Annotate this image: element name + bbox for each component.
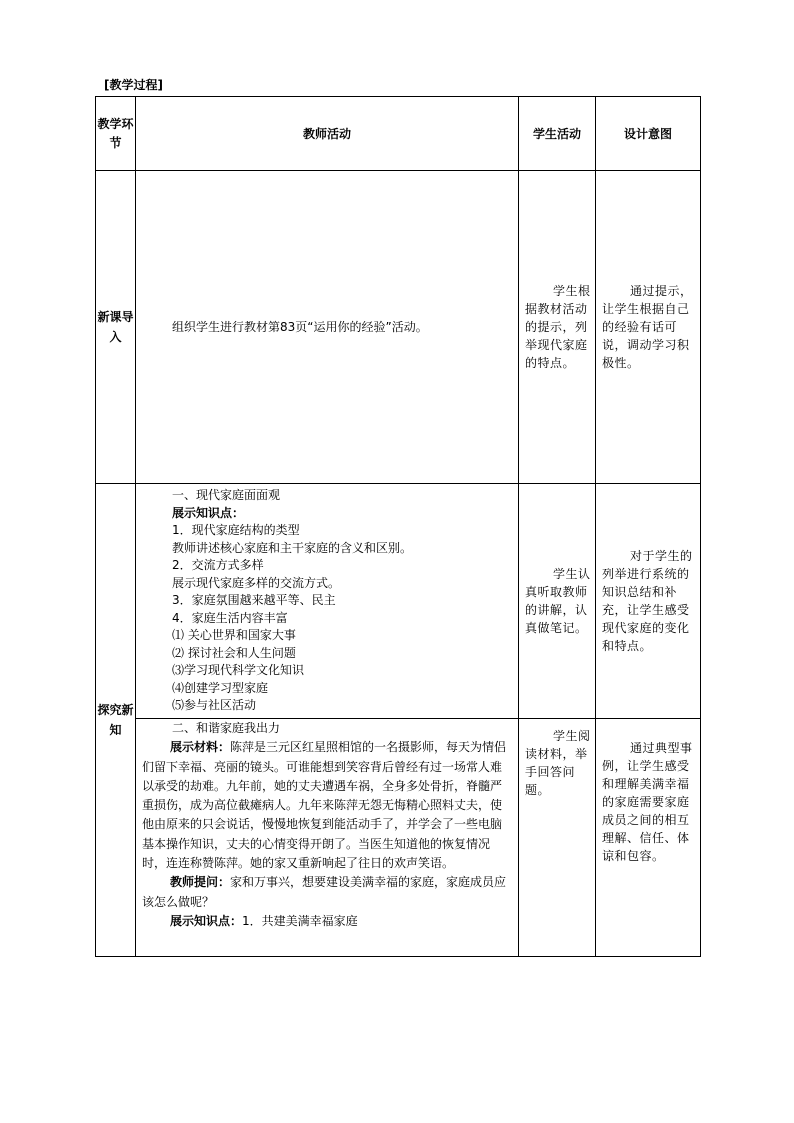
header-design: 设计意图: [596, 97, 701, 171]
part1-line: 一、现代家庭面面观: [172, 488, 281, 503]
stage-explore-label: 探究新知: [97, 703, 134, 737]
material-text: 陈萍是三元区红星照相馆的一名摄影师，每天为情侣们留下幸福、亮丽的镜头。可谁能想到笑容背后曾经有过一场常人难以承受的劫难。九年前，她的丈夫遭遇车祸，全身多处骨折，脊髓严重损伤，成为高位截瘫病人。九年来陈萍无怨无悔精心照料丈夫，使他由原来的只会说话，慢慢地恢复到能活动手了，并学会了一些电脑基本操作知识，丈夫的心情变得开朗了。当医生知道他的恢复情况时，连连称赞陈萍。她的家又重新响起了往日的欢声笑语。: [142, 740, 507, 871]
explore-part2-design: [596, 719, 701, 957]
question-text: 家和万事兴，想要建设美满幸福的家庭，家庭成员应该怎么做呢？: [142, 875, 507, 909]
part1-line: 2．交流方式多样: [172, 558, 264, 573]
part1-design-text: 对于学生的列举进行系统的知识总结和补充，让学生感受现代家庭的变化和特点。: [602, 549, 693, 653]
part1-line: ⑴ 关心世界和国家大事: [172, 628, 296, 643]
row-explore-2: [96, 719, 701, 957]
header-student: 学生活动: [519, 97, 596, 171]
row-intro: [96, 171, 701, 484]
part1-line: 3．家庭氛围越来越平等、民主: [172, 593, 336, 608]
part2-point: [142, 912, 512, 931]
intro-student-text: 学生根据教材活动的提示，列举现代家庭的特点。: [525, 284, 591, 370]
question-label: 教师提问：: [170, 875, 231, 890]
intro-design-text: 通过提示，让学生根据自己的经验有话可说，调动学习积极性。: [602, 284, 693, 370]
header-stage: [96, 97, 136, 171]
part1-line: 展示知识点：: [172, 505, 245, 520]
point-label: 展示知识点：: [170, 913, 243, 928]
intro-teacher-activity: 组织学生进行教材第83页“运用你的经验”活动。: [136, 171, 519, 484]
explore-part2-teacher: [136, 719, 519, 957]
point-text: 1．共建美满幸福家庭: [242, 913, 358, 928]
intro-student-activity: [519, 171, 596, 484]
explore-part1-teacher: [136, 484, 519, 719]
intro-design-intent: [596, 171, 701, 484]
stage-explore: [96, 484, 136, 957]
part1-line: 教师讲述核心家庭和主干家庭的含义和区别。: [172, 540, 413, 555]
part1-line: ⑶学习现代科学文化知识: [172, 663, 305, 678]
part2-material: [142, 738, 512, 873]
section-heading: [教学过程]: [104, 78, 163, 92]
stage-intro-label: 新课导入: [97, 310, 134, 344]
explore-part1-design: [596, 484, 701, 719]
part2-design-text: 通过典型事例，让学生感受和理解美满幸福的家庭需要家庭成员之间的相互理解、信任、体谅和包容。: [602, 741, 693, 863]
header-stage-label: 教学环节: [97, 116, 134, 150]
explore-part1-student: [519, 484, 596, 719]
row-explore-1: [96, 484, 701, 719]
stage-intro: [96, 171, 136, 484]
part2-title: 二、和谐家庭我出力: [172, 721, 281, 735]
table-header-row: [96, 97, 701, 171]
header-teacher: 教师活动: [136, 97, 519, 171]
part1-line: ⑸参与社区活动: [172, 698, 257, 713]
part2-question: [142, 873, 512, 912]
part1-line: 4．家庭生活内容丰富: [172, 610, 288, 625]
part1-student-text: 学生认真听取教师的讲解，认真做笔记。: [525, 567, 591, 635]
lesson-process-table: [95, 96, 701, 957]
material-label: 展示材料：: [170, 740, 231, 755]
part2-student-text: 学生阅读材料，举手回答问题。: [525, 729, 591, 797]
part1-line: 1．现代家庭结构的类型: [172, 523, 300, 538]
part1-line: ⑵ 探讨社会和人生问题: [172, 645, 296, 660]
part1-line: ⑷创建学习型家庭: [172, 680, 269, 695]
explore-part2-student: [519, 719, 596, 957]
part1-line: 展示现代家庭多样的交流方式。: [172, 575, 341, 590]
